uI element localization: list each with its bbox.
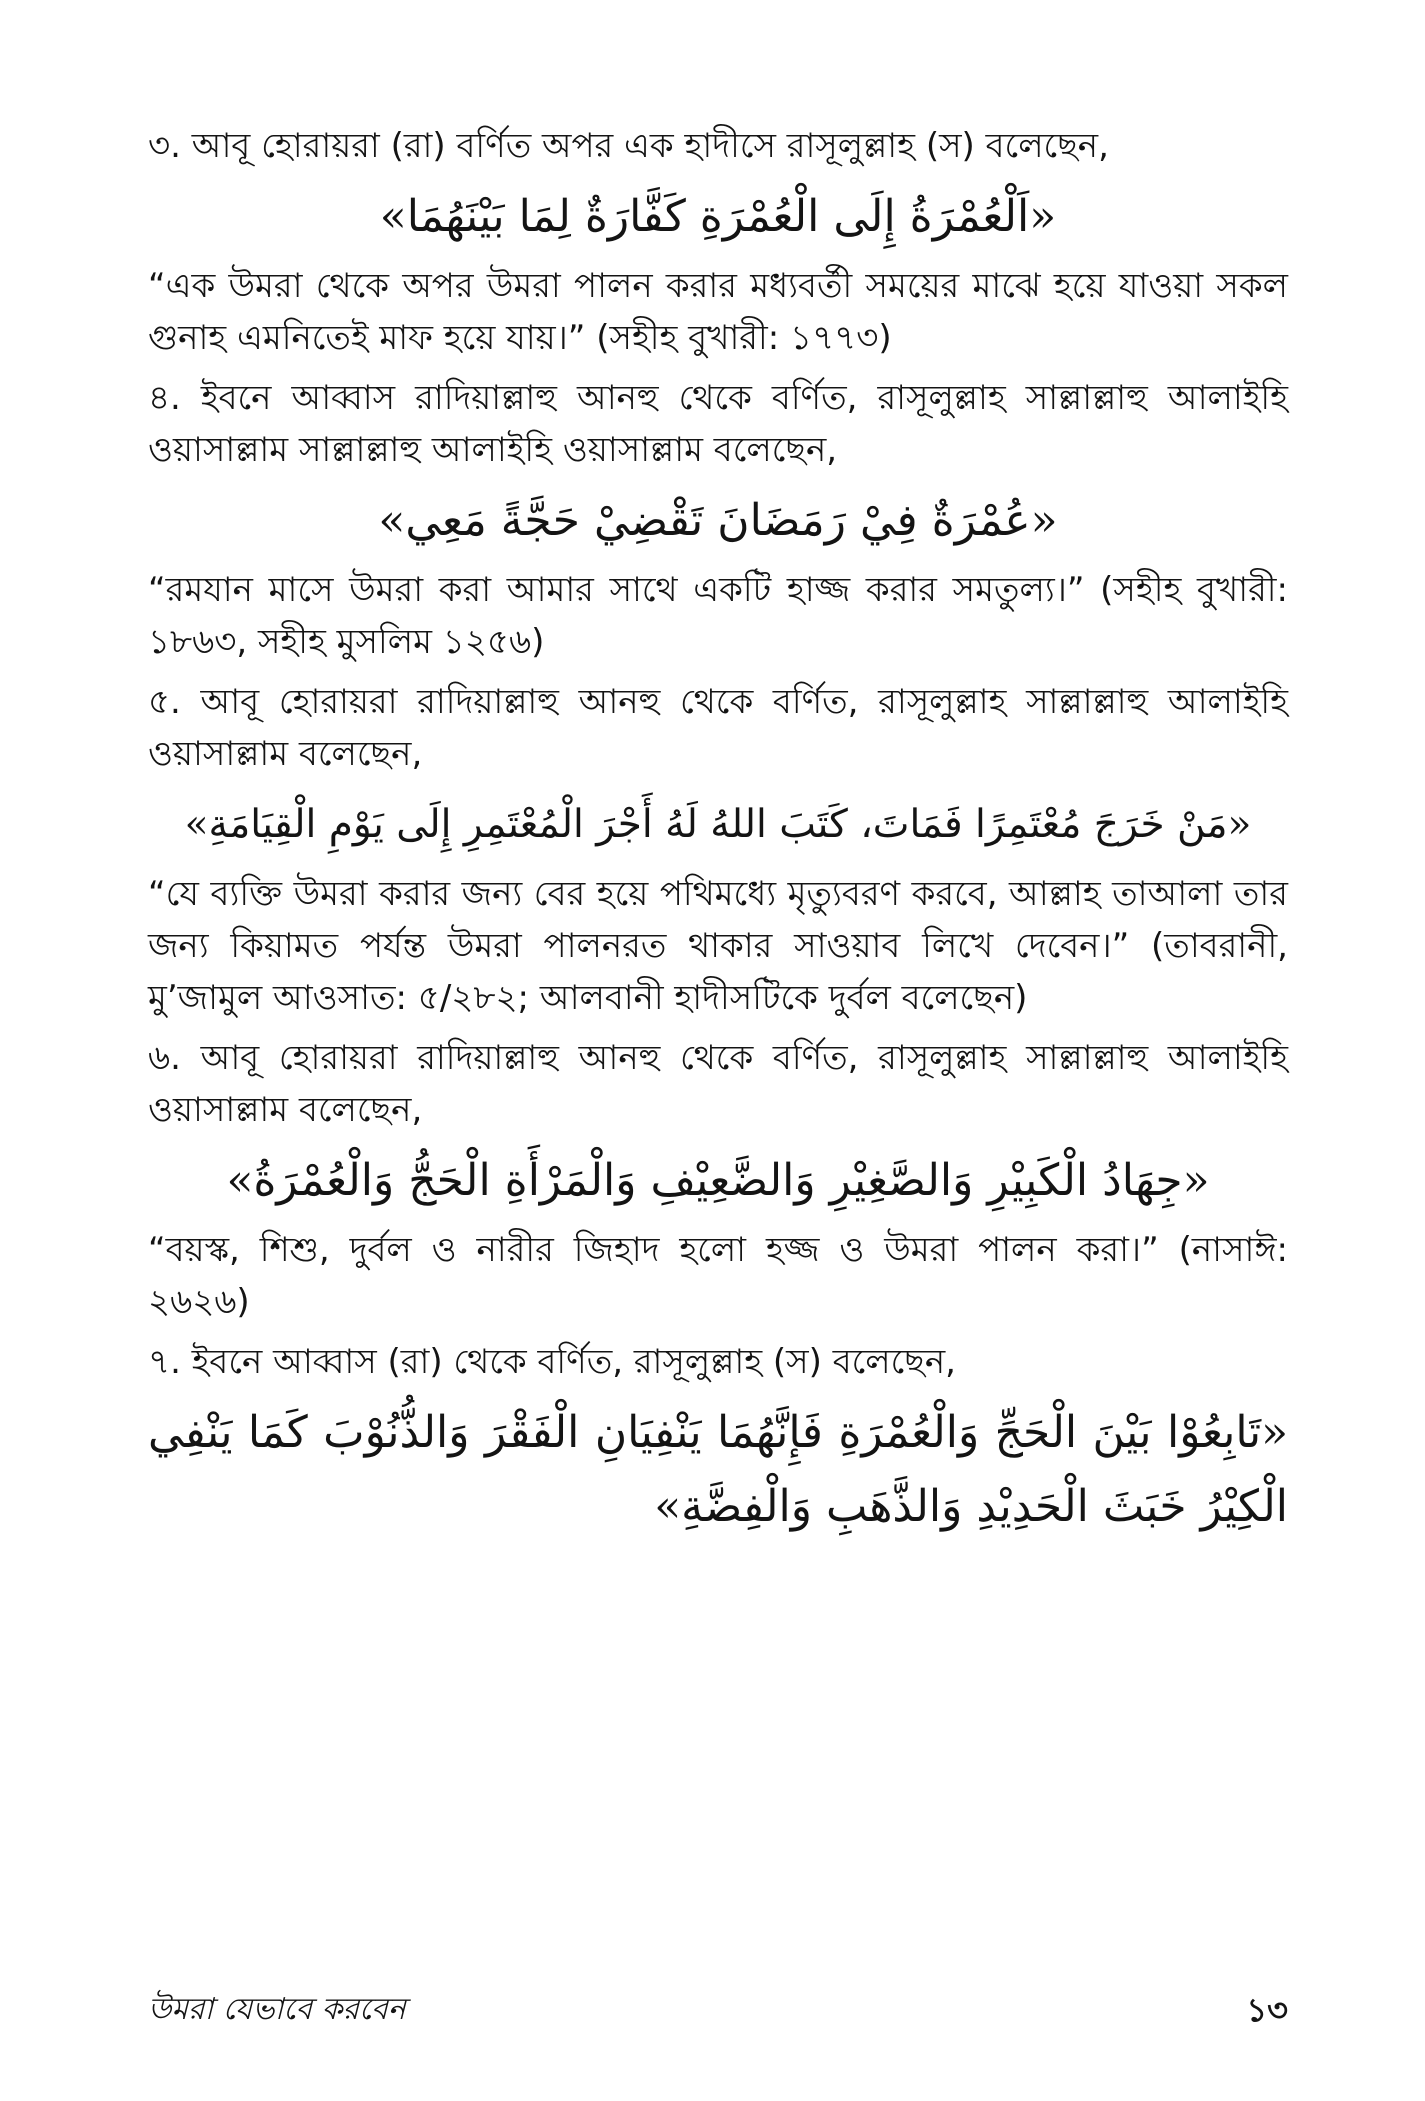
page-body	[148, 120, 1288, 1550]
hadith-5-arabic: «مَنْ خَرَجَ مُعْتَمِرًا فَمَاتَ، كَتَبَ اللهُ لَهُ أَجْرَ الْمُعْتَمِرِ إِلَى يَوْمِ الْقِيَامَةِ»	[184, 802, 1252, 847]
hadith-4-intro: ৪. ইবনে আব্বাস রাদিয়াল্লাহু আনহু থেকে বর্ণিত, রাসূলুল্লাহ সাল্লাল্লাহু আলাইহি ওয়াসাল্লাম সাল্লাল্লাহু আলাইহি ওয়াসাল্লাম বলেছেন,	[148, 378, 1288, 470]
hadith-3-translation: “এক উমরা থেকে অপর উমরা পালন করার মধ্যবর্তী সময়ের মাঝে হয়ে যাওয়া সকল গুনাহ এমনিতেই মাফ হয়ে যায়।” (সহীহ বুখারী: ১৭৭৩)	[148, 266, 1288, 358]
page-number: ১৩	[1246, 1991, 1288, 2029]
hadith-5-translation: “যে ব্যক্তি উমরা করার জন্য বের হয়ে পথিমধ্যে মৃত্যুবরণ করবে, আল্লাহ তাআলা তার জন্য কিয়ামত পর্যন্ত উমরা পালনরত থাকার সাওয়াব লিখে দেবেন।” (তাবরানী, মু’জামুল আওসাত: ৫/২৮২; আলবানী হাদীসটিকে দুর্বল বলেছেন)	[148, 874, 1288, 1018]
hadith-4-arabic: «عُمْرَةٌ فِيْ رَمَضَانَ تَقْضِيْ حَجَّةً مَعِي»	[378, 495, 1058, 546]
hadith-6-intro: ৬. আবূ হোরায়রা রাদিয়াল্লাহু আনহু থেকে বর্ণিত, রাসূলুল্লাহ সাল্লাল্লাহু আলাইহি ওয়াসাল্লাম বলেছেন,	[148, 1038, 1288, 1130]
page-footer	[148, 1985, 1288, 2035]
hadith-3-intro: ৩. আবূ হোরায়রা (রা) বর্ণিত অপর এক হাদীসে রাসূলুল্লাহ (স) বলেছেন,	[148, 126, 1109, 166]
hadith-7-arabic: «تَابِعُوْا بَيْنَ الْحَجِّ وَالْعُمْرَةِ فَإِنَّهُمَا يَنْفِيَانِ الْفَقْرَ وَالذُّنُوْبَ كَمَا يَنْفِي الْكِيْرُ خَبَثَ الْحَدِيْدِ وَالذَّهَبِ وَالْفِضَّةِ»	[148, 1407, 1288, 1532]
hadith-6-arabic: «جِهَادُ الْكَبِيْرِ وَالصَّغِيْرِ وَالضَّعِيْفِ وَالْمَرْأَةِ الْحَجُّ وَالْعُمْرَةُ»	[226, 1155, 1210, 1206]
hadith-7-intro: ৭. ইবনে আব্বাস (রা) থেকে বর্ণিত, রাসূলুল্লাহ (স) বলেছেন,	[148, 1342, 956, 1382]
hadith-4-translation: “রমযান মাসে উমরা করা আমার সাথে একটি হাজ্জ করার সমতুল্য।” (সহীহ বুখারী: ১৮৬৩, সহীহ মুসলিম ১২৫৬)	[148, 570, 1288, 662]
hadith-3-arabic: «اَلْعُمْرَةُ إِلَى الْعُمْرَةِ كَفَّارَةٌ لِمَا بَيْنَهُمَا»	[379, 191, 1057, 242]
book-title: উমরা যেভাবে করবেন	[148, 1992, 406, 2027]
hadith-5-intro: ৫. আবূ হোরায়রা রাদিয়াল্লাহু আনহু থেকে বর্ণিত, রাসূলুল্লাহ সাল্লাল্লাহু আলাইহি ওয়াসাল্লাম বলেছেন,	[148, 682, 1288, 774]
hadith-6-translation: “বয়স্ক, শিশু, দুর্বল ও নারীর জিহাদ হলো হজ্জ ও উমরা পালন করা।” (নাসাঈ: ২৬২৬)	[148, 1230, 1288, 1322]
